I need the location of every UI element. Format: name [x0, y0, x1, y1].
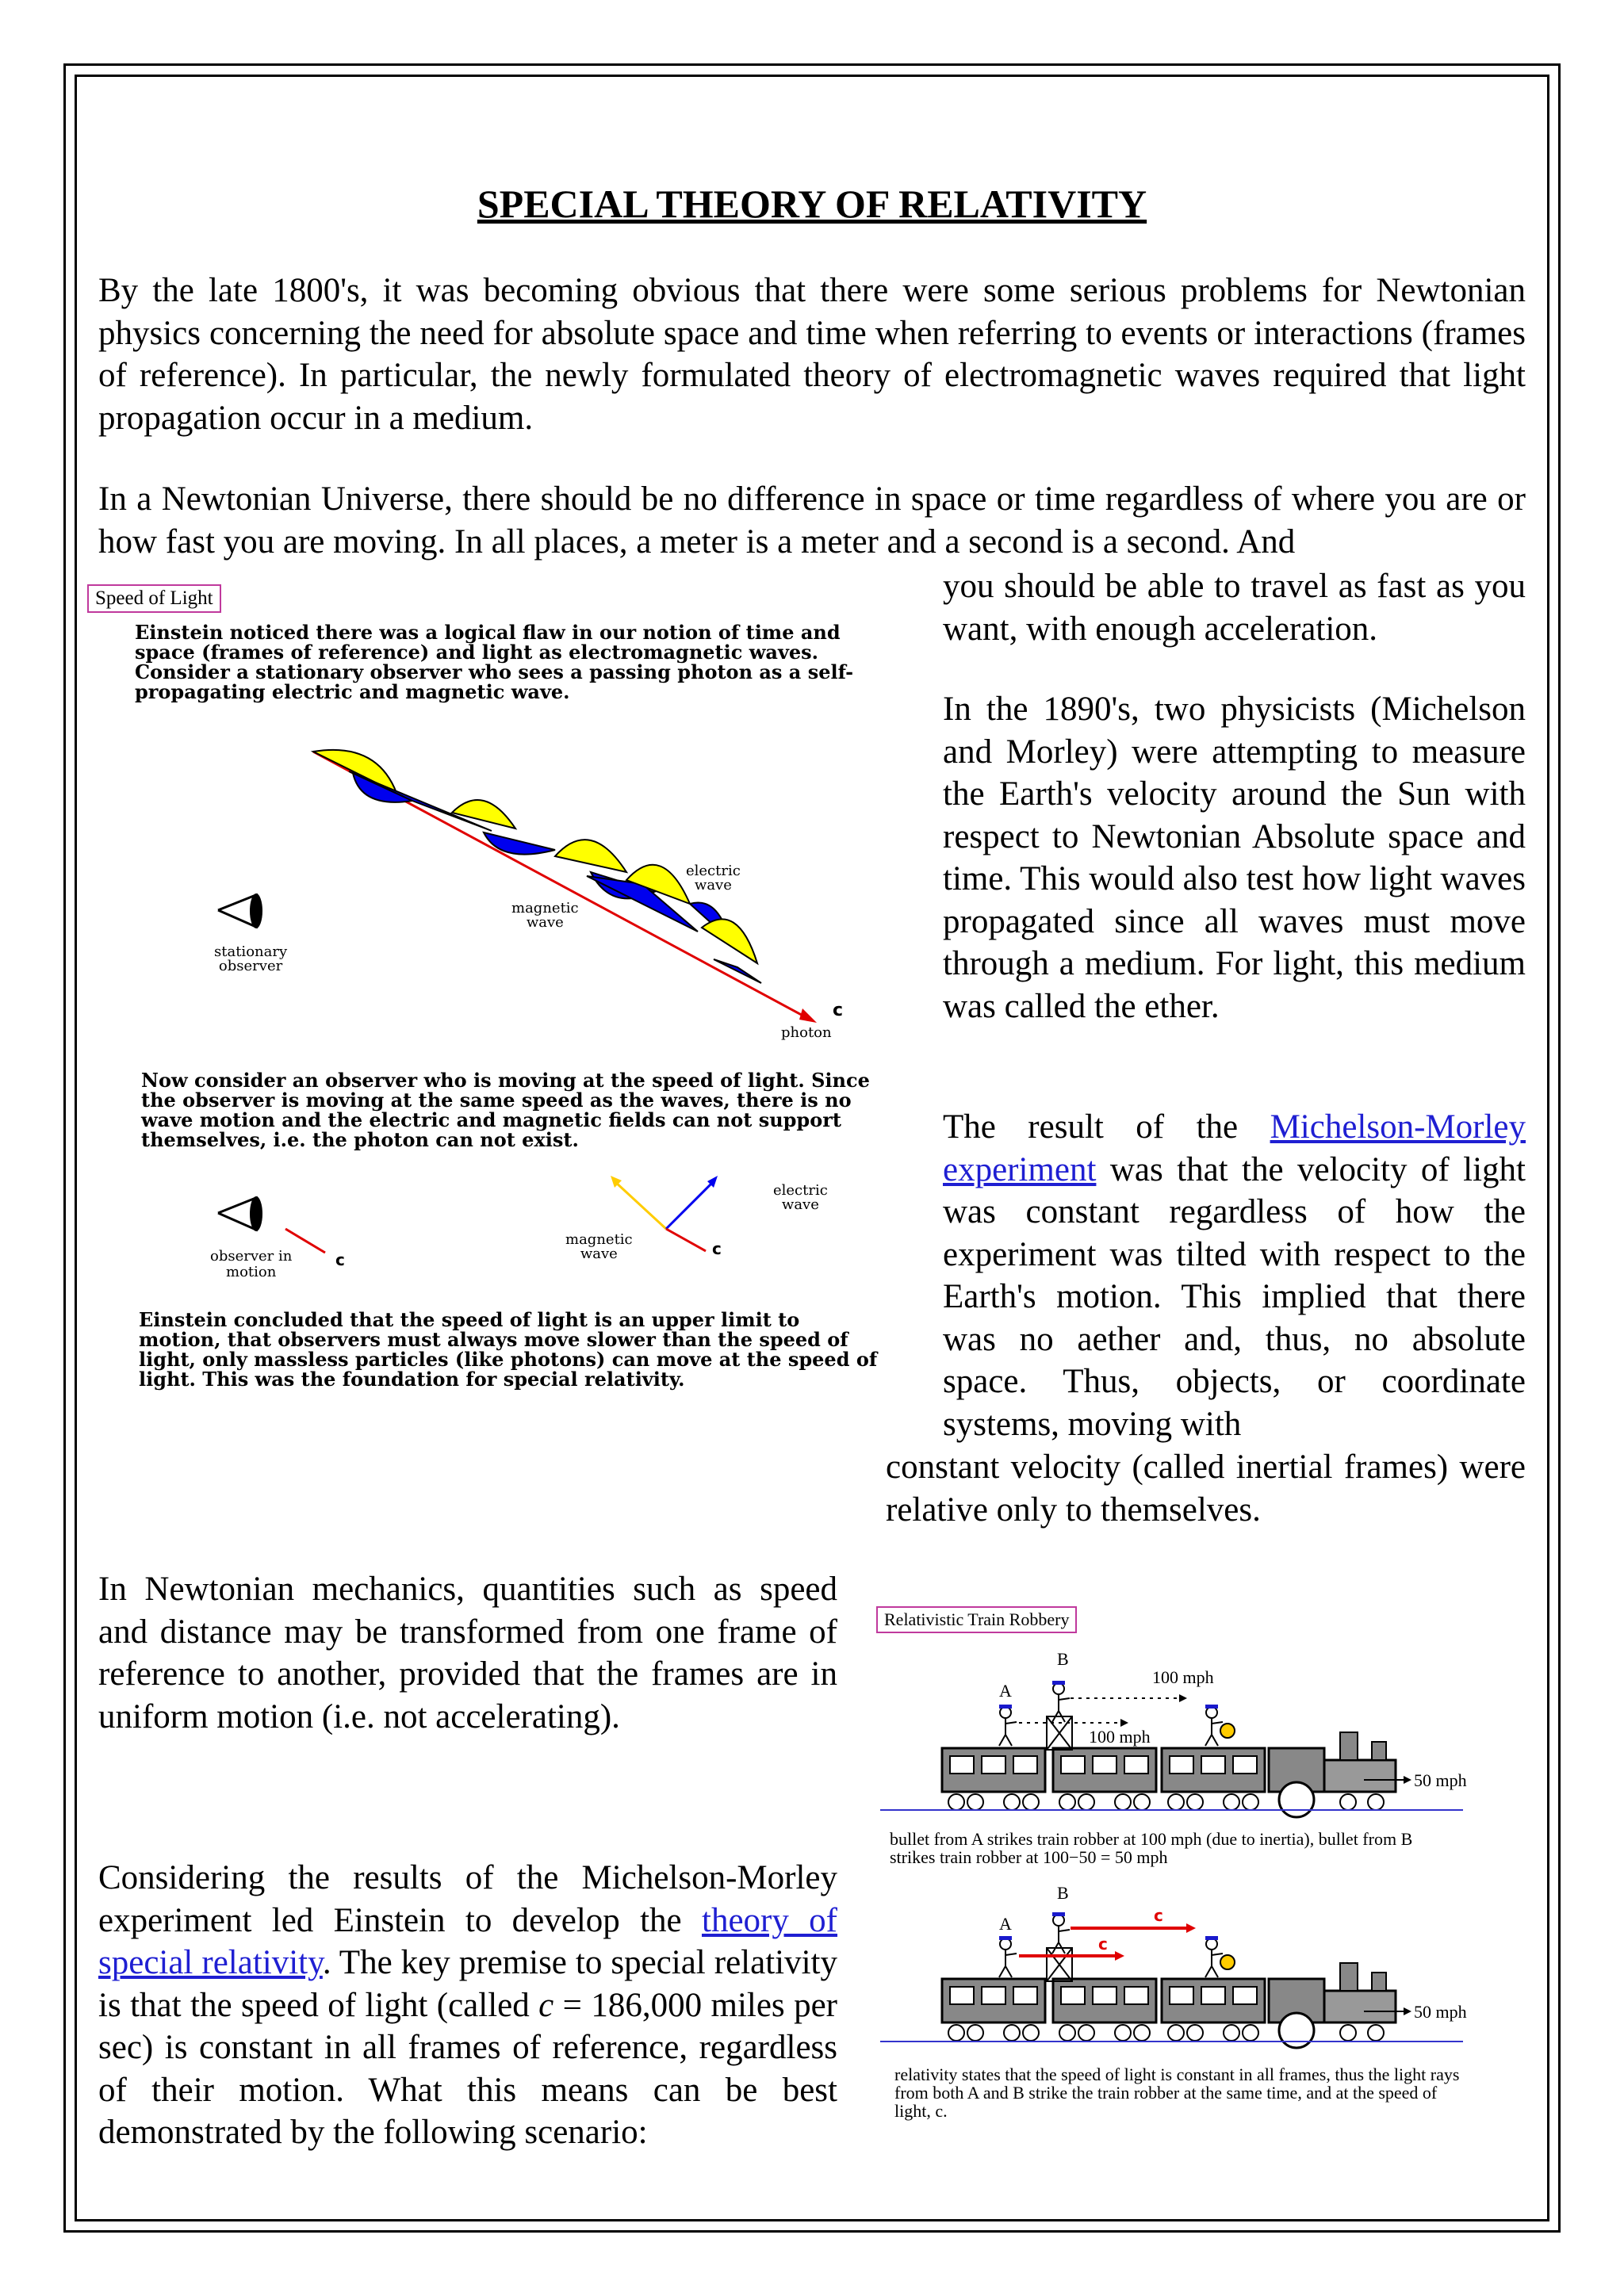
electric-wave-label: electric wave — [773, 1182, 828, 1213]
robber-a — [999, 1936, 1017, 1977]
robber-a-label: A — [999, 1914, 1012, 1934]
observer-in-motion-label: observer in motion — [210, 1248, 293, 1280]
c-label: c — [833, 1001, 844, 1020]
robber-a-label: A — [999, 1681, 1012, 1701]
robber-b-label: B — [1057, 1649, 1069, 1669]
train-caption-relativity: relativity states that the speed of light is constant in all frames, thus the light rays from both A and B strike the train robber at the same time, and at the speed of light, c. — [894, 2064, 1460, 2121]
train-scene-2 — [880, 1912, 1463, 2048]
figure1-text-intro: Einstein noticed there was a logical flaw in our notion of time and space (frames of reference) and light as electromagnetic waves. Consider a stationary observer who sees a passing photon as a self-propagating electric and magnetic wave. — [135, 621, 854, 703]
figure1-text-conclusion: Einstein concluded that the speed of light is an upper limit to motion, that observers must always move slower than the speed of light, only massless particles (like photons) can move at the speed of light. This was the foundation for special relativity. — [139, 1308, 878, 1391]
speed-of-light-label: Speed of Light — [87, 584, 221, 613]
train-robbery-label: Relativistic Train Robbery — [876, 1606, 1077, 1633]
michelson-morley-link[interactable]: Michelson-Morley experiment — [943, 1108, 1526, 1188]
money-bag-icon — [1220, 1955, 1235, 1969]
robber-victim — [1205, 1705, 1223, 1746]
photon-label: photon — [781, 1024, 832, 1041]
stationary-observer-label: stationary observer — [214, 943, 288, 974]
paragraph-michelson-morley: In the 1890's, two physicists (Michelson and Morley) were attempting to measure the Earth's velocity around the Sun with respect to Newtonian Absolute space and time. This would also test how light waves propagated since all waves must move through a medium. For light, this medium was called the ether. — [943, 691, 1526, 1025]
money-bag-icon — [1220, 1724, 1235, 1738]
electric-wave-label: electric wave — [686, 863, 741, 894]
bullet-b-speed-label: 100 mph — [1152, 1667, 1214, 1687]
paragraph-newtonian-universe-cont: you should be able to travel as fast as you want, with enough acceleration. — [943, 568, 1526, 648]
paragraph-result: The result of the Michelson-Morley experiment was that the velocity of light was constant regardless of how the experiment was tilted with respect to the Earth's motion. This implied that there was no aether and, thus, no absolute space. Thus, objects, or coordinate systems, moving with — [943, 1108, 1526, 1443]
c-label: c — [712, 1239, 722, 1258]
train-scene-1 — [880, 1681, 1463, 1817]
paragraph-newtonian-mechanics: In Newtonian mechanics, quantities such as speed and distance may be transformed from one frame of reference to another, provided that the frames are in uniform motion (i.e. not accelerating). — [98, 1571, 837, 1735]
robber-victim — [1205, 1936, 1223, 1977]
c-label: c — [335, 1250, 345, 1269]
train-caption-newtonian: bullet from A strikes train robber at 100 mph (due to inertia), bullet from B strikes train robber at 100−50 = 50 mph — [890, 1829, 1413, 1867]
special-relativity-link[interactable]: theory of special relativity — [98, 1901, 838, 1981]
train-speed-label: 50 mph — [1414, 1770, 1467, 1790]
train-speed-label: 50 mph — [1414, 2002, 1467, 2022]
light-c-label: c — [1154, 1906, 1163, 1925]
paragraph-inertial-frames: constant velocity (called inertial frames) were relative only to themselves. — [886, 1448, 1526, 1529]
magnetic-wave-label: magnetic wave — [511, 900, 579, 931]
figure1-text-moving-observer: Now consider an observer who is moving at the speed of light. Since the observer is moving at the same speed as the waves, there is no wave motion and the electric and magnetic fields can not support themselves, i.e. the photon can not exist. — [141, 1069, 870, 1151]
bullet-a-speed-label: 100 mph — [1089, 1727, 1151, 1747]
light-c-label: c — [1098, 1934, 1108, 1954]
paragraph-einstein-premise: Considering the results of the Michelson-Morley experiment led Einstein to develop the theory of special relativity. The key premise to special relativity is that the speed of light (called c = 186,000 miles per sec) is constant in all frames of reference, regardless of their motion. What this means can be best demonstrated by the following scenario: — [98, 1859, 838, 2151]
paragraph-newtonian-universe: In a Newtonian Universe, there should be no difference in space or time regardless of where you are or how fast you are moving. In all places, a meter is a meter and a second is a second. And — [98, 480, 1526, 561]
paragraph-intro: By the late 1800's, it was becoming obvious that there were some serious problems for Newtonian physics concerning the need for absolute space and time when referring to events or interactions (frames of reference). In particular, the newly formulated theory of electromagnetic waves required that light propagation occur in a medium. — [98, 272, 1526, 437]
magnetic-wave-label: magnetic wave — [565, 1231, 633, 1262]
page-title: SPECIAL THEORY OF RELATIVITY — [477, 182, 1147, 226]
robber-a — [999, 1705, 1017, 1746]
robber-b-label: B — [1057, 1883, 1069, 1903]
